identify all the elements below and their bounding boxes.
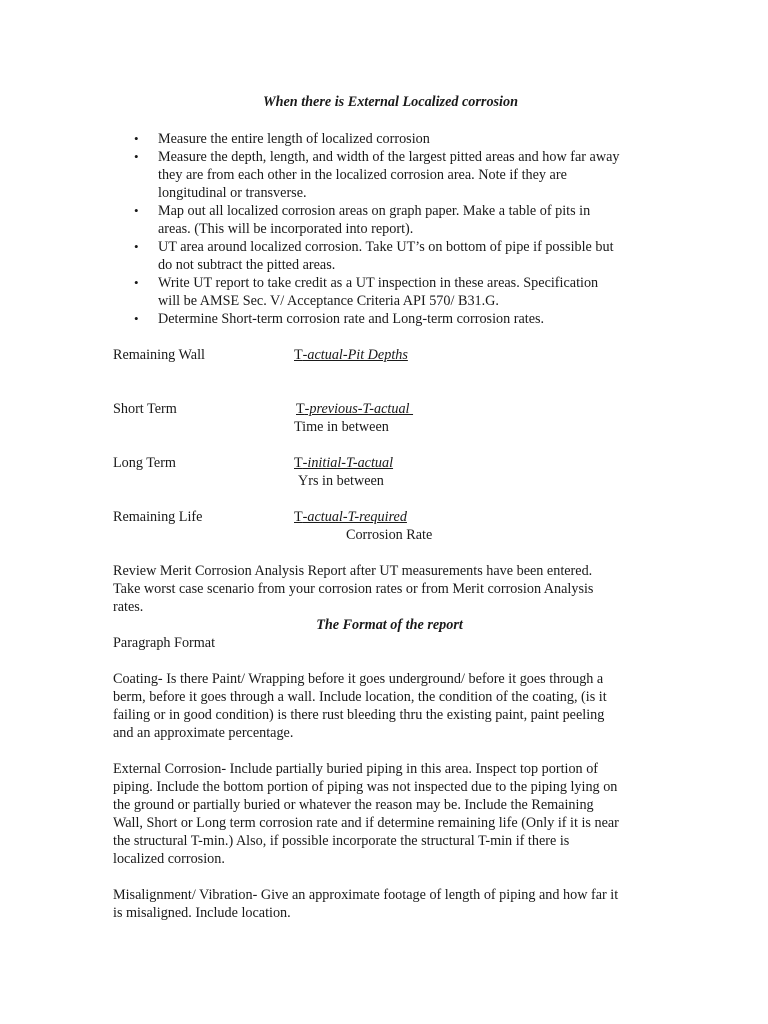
formula-remaining-life [113, 508, 658, 526]
coating-paragraph: Coating- Is there Paint/ Wrapping before it goes underground/ before it goes through a berm, before it goes through a wall. Include location, the condition of the coating, (is it failing or in good condition) is there rust bleeding thru the existing paint, paint peeling and an approximate percentage. [113, 671, 607, 741]
list-item: • Determine Short-term corrosion rate and Long-term corrosion rates. [134, 311, 545, 327]
misalignment-vibration-paragraph: Misalignment/ Vibration- Give an approximate footage of length of piping and how far it is misaligned. Include location. [113, 887, 619, 921]
bullet-icon: • [134, 311, 139, 326]
formula-label: Long Term [113, 455, 176, 471]
list-item: • Map out all localized corrosion areas on graph paper. Make a table of pits in areas. (This will be incorporated into report). [134, 203, 591, 237]
bullet-icon: • [134, 239, 139, 254]
formula-numerator: T-previous-T-actual [296, 401, 410, 417]
formula-numerator: T-initial-T-actual [294, 455, 394, 471]
formula-label: Remaining Wall [113, 347, 205, 363]
bullet-icon: • [134, 203, 139, 218]
list-item: • UT area around localized corrosion. Take UT’s on bottom of pipe if possible but do not subtract the pitted areas. [134, 239, 614, 273]
document-page [113, 92, 658, 922]
formula-denominator-row [113, 472, 658, 490]
formula-long-term [113, 454, 658, 472]
formula-denominator: Corrosion Rate [346, 527, 433, 543]
formula-denominator-row [113, 526, 658, 544]
section-heading-external-localized-corrosion: When there is External Localized corrosion [262, 94, 518, 110]
formula-numerator: T-actual-T-required [294, 509, 407, 525]
external-corrosion-paragraph: External Corrosion- Include partially buried piping in this area. Inspect top portion of piping. Include the bottom portion of piping was not inspected due to the piping lying on the ground or partially buried or whatever the reason may be. Include the Remaining Wall, Short or Long term corrosion rate and if determine remaining life (Only if it is near the structural T-min.) Also, if possible incorporate the structural T-min if there is localized corrosion. [113, 761, 619, 867]
list-item: • Measure the depth, length, and width of the largest pitted areas and how far away they are from each other in the localized corrosion area. Note if they are longitudinal or transverse. [134, 149, 620, 201]
formula-denominator: Time in between [294, 419, 389, 435]
formula-numerator: T-actual-Pit Depths [294, 347, 408, 363]
list-item: • Write UT report to take credit as a UT inspection in these areas. Specification will be AMSE Sec. V/ Acceptance Criteria API 570/ B31.G. [134, 275, 599, 309]
formula-denominator: Yrs in between [298, 473, 384, 489]
formula-remaining-wall [113, 346, 658, 364]
list-item: • Measure the entire length of localized corrosion [134, 131, 430, 147]
procedure-bullet-list [113, 130, 658, 328]
formula-denominator-row [113, 418, 658, 436]
bullet-icon: • [134, 149, 139, 164]
bullet-icon: • [134, 275, 139, 290]
paragraph-format-label: Paragraph Format [113, 635, 216, 651]
section-heading-format-of-report: The Format of the report [316, 617, 463, 633]
review-paragraph: Review Merit Corrosion Analysis Report after UT measurements have been entered. Take worst case scenario from your corrosion rates or from Merit corrosion Analysis rates. [113, 563, 594, 615]
bullet-icon: • [134, 131, 139, 146]
formula-short-term [113, 400, 658, 418]
formula-label: Remaining Life [113, 509, 203, 525]
formula-label: Short Term [113, 401, 177, 417]
